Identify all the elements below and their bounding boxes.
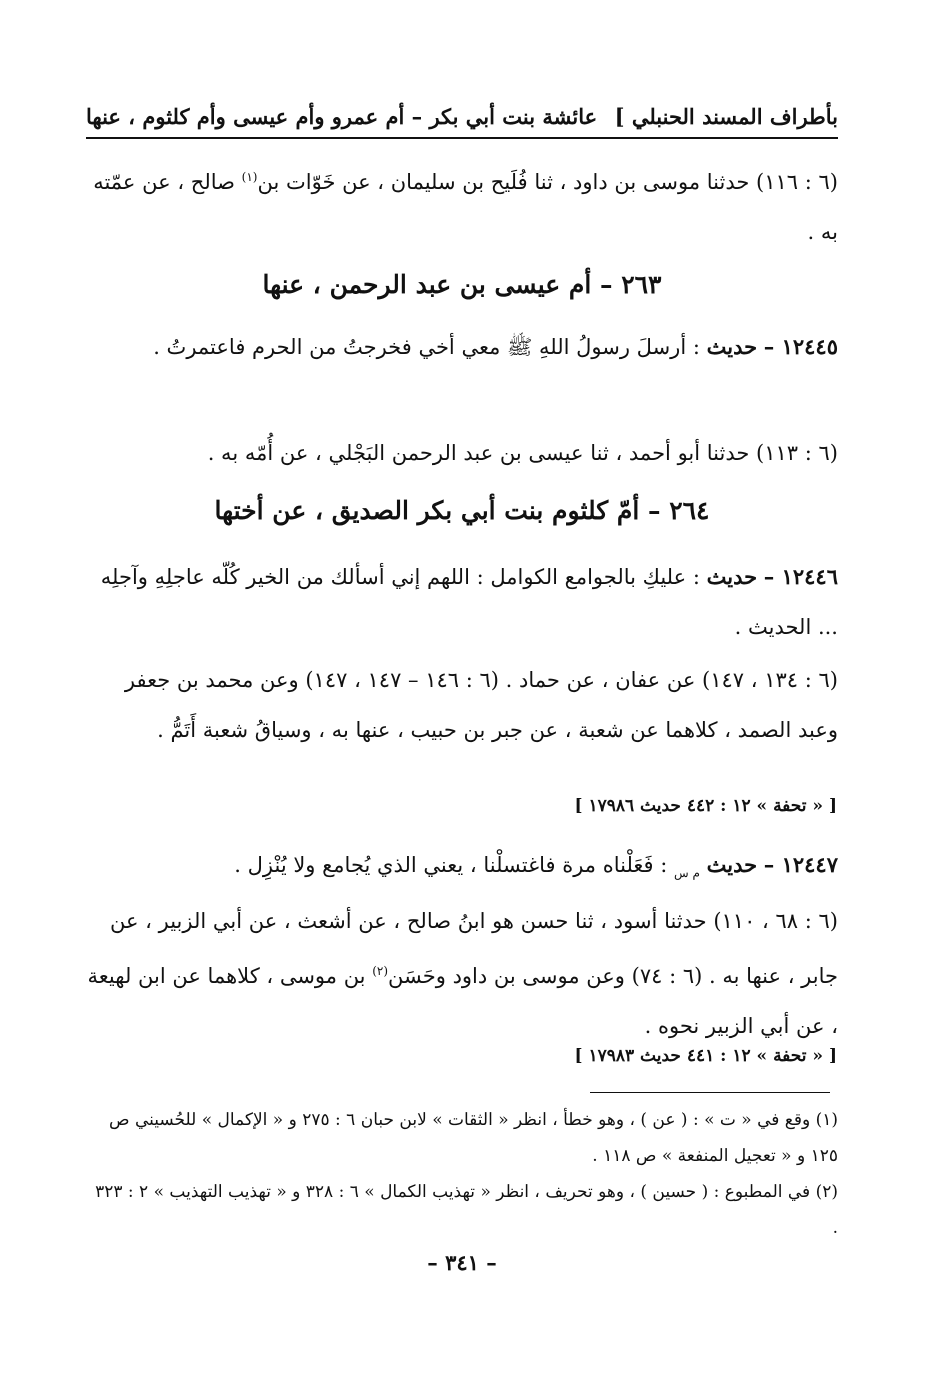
running-header (86, 98, 838, 134)
page-number: – ٣٤١ – (427, 1250, 497, 1275)
footnote-2: (٢) في المطبوع : ( حسين ) ، وهو تحريف ، انظر « تهذيب الكمال » ٦ : ٣٢٨ و « تهذيب التهذيب » ٢ : ٣٢٣ . (95, 1182, 838, 1238)
hadith-12446-text: : عليكِ بالجوامع الكوامل : اللهم إني أسألك من الخير كُلّه عاجلِهِ وآجلِه ... الحديث . (100, 565, 838, 639)
header-left-text: عائشة بنت أبي بكر – أم عمرو وأم عيسى وأم كلثوم ، عنها (86, 103, 598, 129)
paragraph-top (86, 152, 838, 257)
hadith-12446-number: ١٢٤٤٦ – (763, 564, 838, 589)
hadith-12447-text: : فَعَلْناه مرة فاغتسلْنا ، يعني الذي يُجامع ولا يُنْزِل . (234, 853, 668, 877)
header-right-text: بأطراف المسند الحنبلي ] (614, 103, 838, 129)
hadith-12445 (86, 322, 838, 372)
hadith-12445-number: ١٢٤٤٥ – (763, 334, 838, 359)
hadith-12447-mark: م س (674, 866, 700, 881)
header-rule (86, 137, 838, 139)
tuhfa-reference-1: [ « تحفة » ١٢ : ٤٤٢ حديث ١٧٩٨٦ ] (574, 796, 837, 816)
footnote-marker-2: (٢) (372, 964, 389, 978)
isnad-12447-text-a: (٦ : ٦٨ ، ١١٠) حدثنا أسود ، ثنا حسن هو ابنُ صالح ، عن أشعث ، عن أبي الزبير ، عن جابر ، عنها به . (٦ : ٧٤) وعن موسى بن داود وحَسَن (109, 909, 838, 988)
isnad-12447-text-b: بن موسى ، كلاهما عن ابن لهيعة ، عن أبي الزبير نحوه . (87, 964, 838, 1038)
hadith-12447 (86, 840, 838, 898)
paragraph-top-line2: صالح ، عن عمّته به . (93, 170, 838, 244)
isnad-12445: (٦ : ١١٣) حدثنا أبو أحمد ، ثنا عيسى بن عبد الرحمن البَجْلي ، عن أُمّه به . (207, 441, 838, 465)
section-264-title: ٢٦٤ – أمّ كلثوم بنت أبي بكر الصديق ، عن أختها (214, 496, 710, 525)
hadith-12447-label: حديث (706, 852, 758, 877)
hadith-12446 (86, 552, 838, 652)
tuhfa-reference-2: [ « تحفة » ١٢ : ٤٤١ حديث ١٧٩٨٣ ] (574, 1046, 837, 1066)
footnote-marker-1: (١) (241, 170, 258, 184)
hadith-12446-label: حديث (706, 564, 758, 589)
section-263-title: ٢٦٣ – أم عيسى بن عبد الرحمن ، عنها (262, 270, 662, 299)
hadith-12445-label: حديث (706, 334, 758, 359)
footnote-1: (١) وقع في « ت » : ( عن ) ، وهو خطأ ، انظر « الثقات » لابن حبان ٦ : ٢٧٥ و « الإكمال » للحُسيني ص ١٢٥ و « تعجيل المنفعة » ص ١١٨ . (108, 1110, 838, 1166)
isnad-12446: (٦ : ١٣٤ ، ١٤٧) عن عفان ، عن حماد . (٦ : ١٤٦ – ١٤٧ ، ١٤٧) وعن محمد بن جعفر وعبد الصمد ، كلاهما عن شعبة ، عن جبر بن حبيب ، عنها به ، وسياقُ شعبة أَتَمُّ . (124, 668, 838, 742)
paragraph-top-line1: (٦ : ١١٦) حدثنا موسى بن داود ، ثنا فُلَيح بن سليمان ، عن خَوّات بن (257, 170, 838, 194)
isnad-12447 (86, 896, 838, 1051)
hadith-12447-number: ١٢٤٤٧ – (763, 852, 838, 877)
hadith-12445-text: : أرسلَ رسولُ اللهِ ﷺ معي أخي فخرجتُ من الحرم فاعتمرتُ . (153, 335, 700, 359)
footnote-rule (590, 1092, 830, 1093)
